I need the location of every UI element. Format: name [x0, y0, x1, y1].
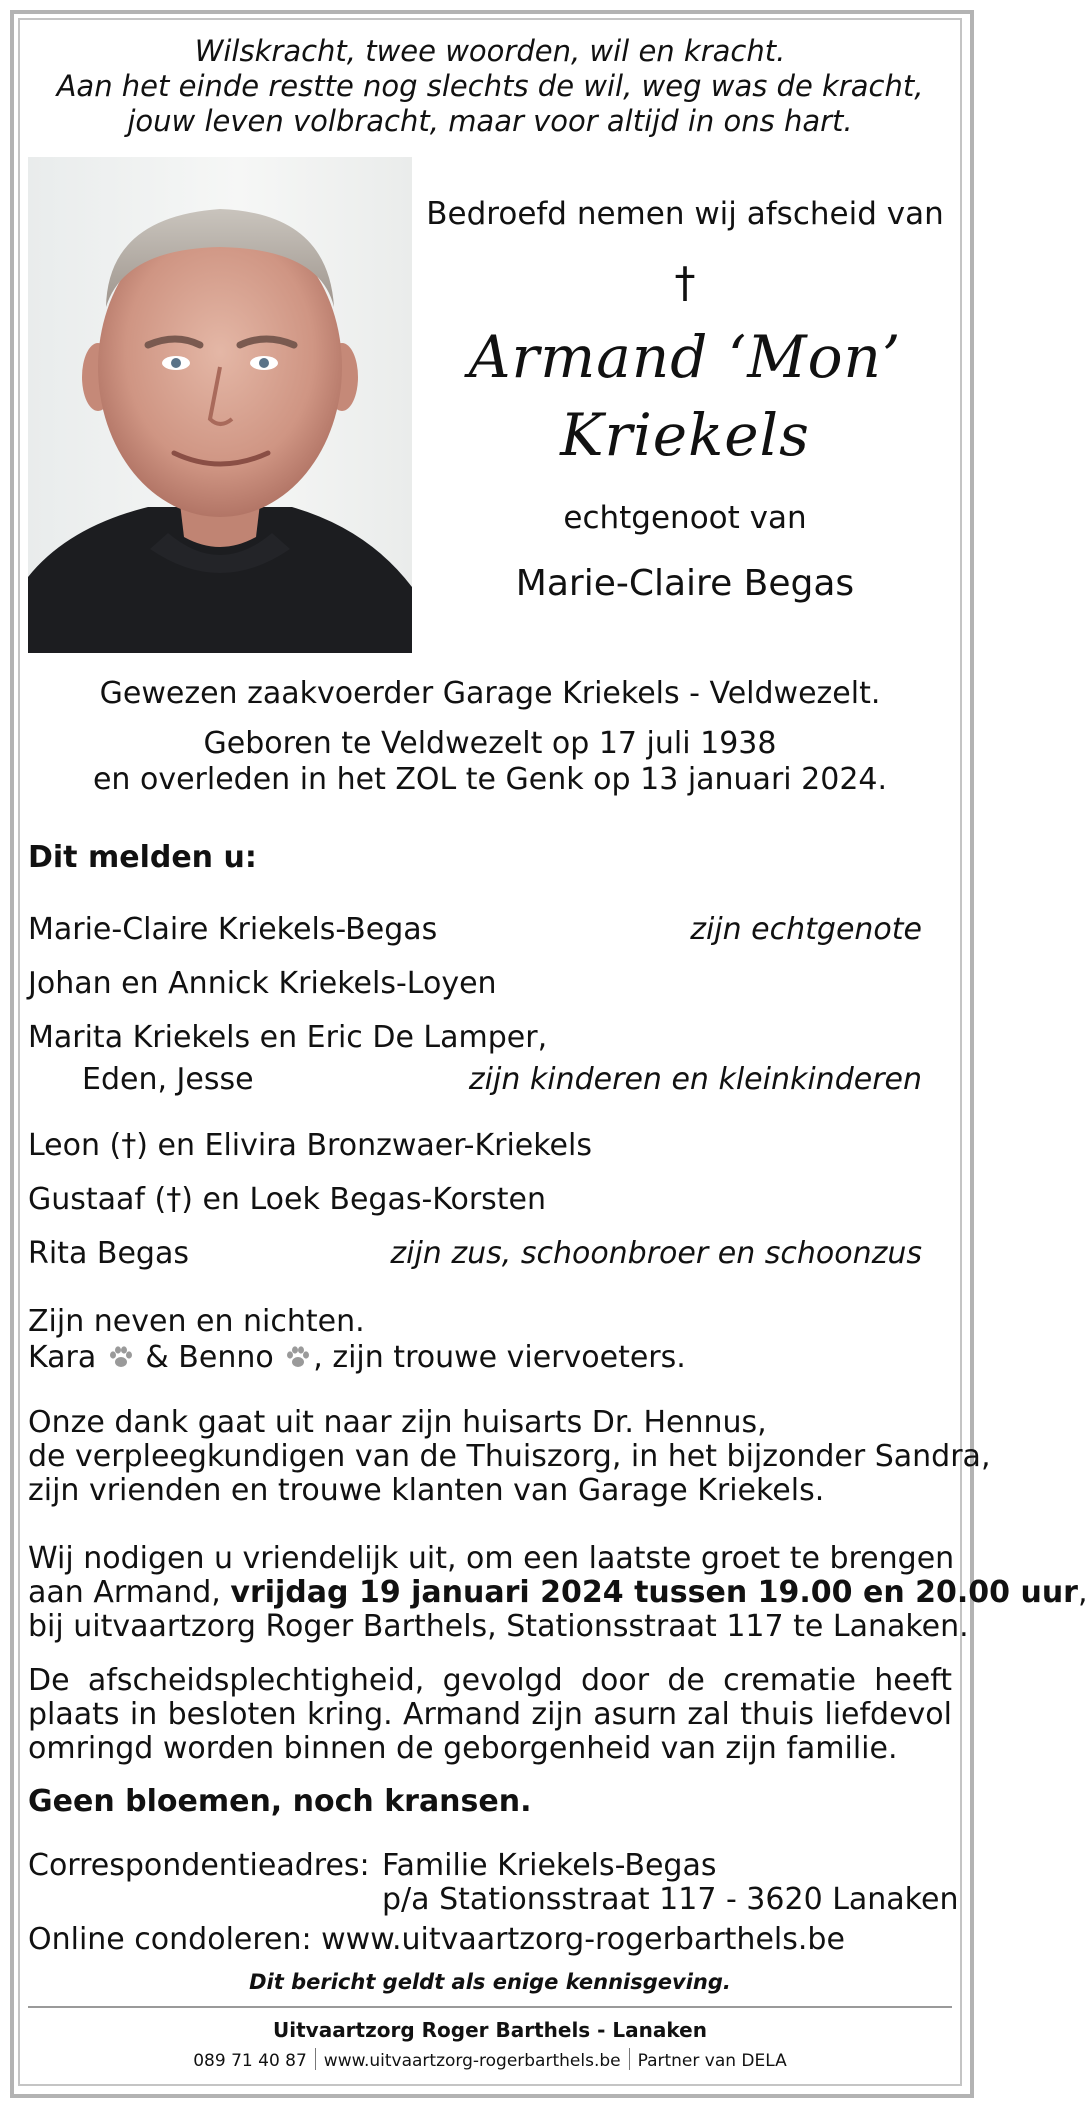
thanks-line: Onze dank gaat uit naar zijn huisarts Dr. Hennus,: [28, 1405, 767, 1440]
family-name: Rita Begas: [28, 1236, 189, 1271]
pet-name: Kara: [28, 1340, 97, 1375]
pets-line: [28, 1340, 686, 1375]
no-flowers: Geen bloemen, noch kransen.: [28, 1784, 532, 1819]
family-name: Marie-Claire Kriekels-Begas: [28, 912, 438, 947]
invite-line: bij uitvaartzorg Roger Barthels, Stationsstraat 117 te Lanaken.: [28, 1609, 969, 1644]
cross-symbol: †: [674, 258, 696, 307]
family-name: Eden, Jesse: [82, 1062, 254, 1097]
footer-contact: [28, 2048, 952, 2071]
ceremony-line: plaats in besloten kring. Armand zijn asurn zal thuis liefdevol: [28, 1697, 952, 1732]
ceremony-line: omringd worden binnen de geborgenheid van zijn familie.: [28, 1731, 898, 1766]
paw-icon: [106, 1344, 136, 1370]
invite-text: aan Armand,: [28, 1575, 231, 1610]
announcers-heading: Dit melden u:: [28, 840, 257, 875]
cousins-line: Zijn neven en nichten.: [28, 1304, 365, 1339]
portrait-photo: [28, 157, 412, 653]
deceased-name: [420, 318, 950, 474]
birth-line: Geboren te Veldwezelt op 17 juli 1938: [203, 726, 777, 761]
footer-separator: [629, 2048, 630, 2070]
correspondence-label: Correspondentieadres:: [28, 1848, 370, 1883]
footer-website[interactable]: www.uitvaartzorg-rogerbarthels.be: [323, 2051, 621, 2071]
footer-phone: 089 71 40 87: [193, 2051, 307, 2071]
poem-line: Wilskracht, twee woorden, wil en kracht.: [194, 34, 786, 68]
footer-separator: [315, 2048, 316, 2070]
notice: Dit bericht geldt als enige kennisgeving.: [249, 1970, 731, 1994]
online-condolences: Online condoleren: www.uitvaartzorg-rogerbarthels.be: [28, 1922, 845, 1957]
correspondence-line: p/a Stationsstraat 117 - 3620 Lanaken: [382, 1882, 959, 1917]
poem-line: Aan het einde restte nog slechts de wil, weg was de kracht,: [56, 69, 924, 103]
thanks-line: zijn vrienden en trouwe klanten van Garage Kriekels.: [28, 1473, 825, 1508]
visitation-time: vrijdag 19 januari 2024 tussen 19.00 en 20.00 uur: [230, 1575, 1078, 1610]
ceremony-line: De afscheidsplechtigheid, gevolgd door de crematie heeft: [28, 1663, 952, 1698]
death-line: en overleden in het ZOL te Genk op 13 januari 2024.: [92, 762, 888, 797]
family-name: Marita Kriekels en Eric De Lamper,: [28, 1020, 548, 1055]
family-name: Leon (†) en Elivira Bronzwaer-Kriekels: [28, 1128, 592, 1163]
family-name: Johan en Annick Kriekels-Loyen: [28, 966, 497, 1001]
deceased-first-name: Armand ‘Mon’: [468, 323, 902, 391]
pet-name: Benno: [178, 1340, 274, 1375]
footer-partner: Partner van DELA: [637, 2051, 787, 2071]
family-relation: zijn kinderen en kleinkinderen: [468, 1062, 922, 1097]
spouse-name: Marie-Claire Begas: [515, 563, 855, 604]
family-relation: zijn zus, schoonbroer en schoonzus: [390, 1236, 922, 1271]
thanks-paragraph: [28, 1405, 991, 1508]
portrait-illustration: [28, 157, 412, 653]
correspondence-line: Familie Kriekels-Begas: [382, 1848, 717, 1883]
invite-text: ,: [1077, 1575, 1088, 1610]
poem-line: jouw leven volbracht, maar voor altijd in ons hart.: [127, 104, 853, 138]
occupation: Gewezen zaakvoerder Garage Kriekels - Veldwezelt.: [99, 676, 881, 711]
ceremony-paragraph: [28, 1664, 952, 1766]
family-name: Gustaaf (†) en Loek Begas-Korsten: [28, 1182, 547, 1217]
intro-text: Bedroefd nemen wij afscheid van: [426, 196, 944, 232]
invite-paragraph: [28, 1541, 1088, 1644]
family-relation: zijn echtgenote: [690, 912, 922, 947]
pets-suffix: , zijn trouwe viervoeters.: [313, 1340, 686, 1375]
ampersand: &: [145, 1340, 169, 1375]
invite-line-2: [28, 1575, 1088, 1610]
deceased-last-name: Kriekels: [560, 401, 810, 469]
spouse-label: echtgenoot van: [563, 500, 807, 536]
invite-line: Wij nodigen u vriendelijk uit, om een laatste groet te brengen: [28, 1541, 955, 1576]
paw-icon: [283, 1344, 313, 1370]
thanks-line: de verpleegkundigen van de Thuiszorg, in het bijzonder Sandra,: [28, 1439, 991, 1474]
footer-divider: [28, 2006, 952, 2008]
poem: [40, 34, 940, 139]
footer-title: Uitvaartzorg Roger Barthels - Lanaken: [273, 2018, 707, 2042]
